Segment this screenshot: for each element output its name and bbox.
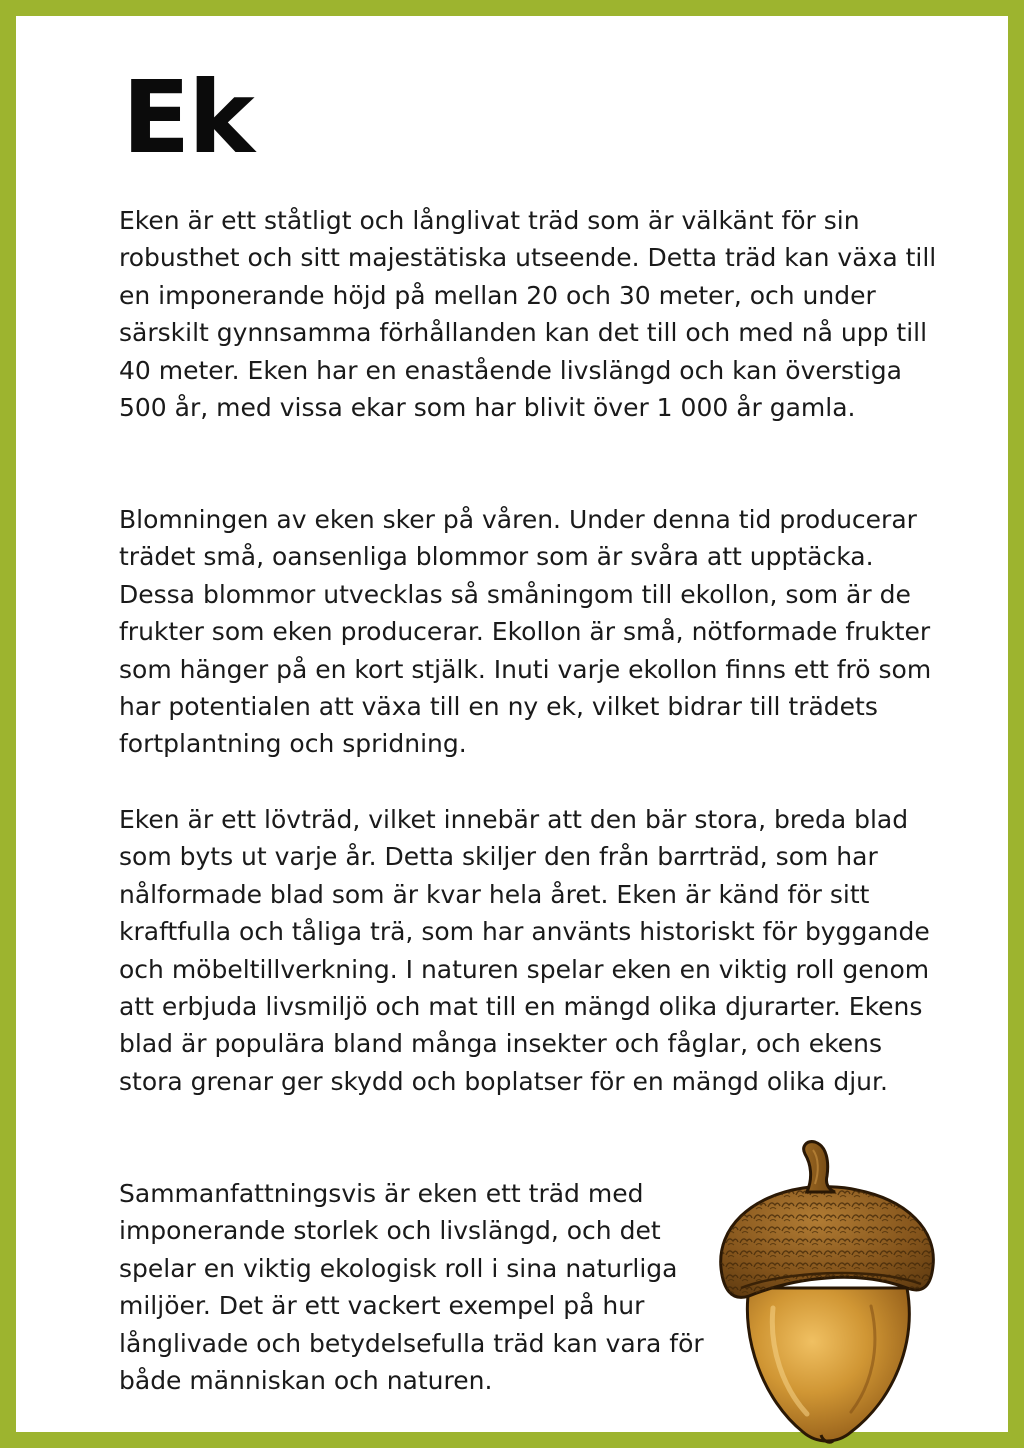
acorn-illustration bbox=[711, 1138, 943, 1450]
paragraph-intro: Eken är ett ståtligt och långlivat träd som är välkänt för sin robusthet och sitt majestätiska utseende. Detta träd kan växa till en imponerande höjd på mellan 20 och 30 meter, och under särskilt gynnsamma förhållanden kan det till och med nå upp till 40 meter. Eken har en enastående livslängd och kan överstiga 500 år, med vissa ekar som har blivit över 1 000 år gamla. bbox=[119, 206, 937, 423]
page-title: Ek bbox=[122, 59, 253, 176]
paragraph-summary: Sammanfattningsvis är eken ett träd med imponerande storlek och livslängd, och det spelar en viktig ekologisk roll i sina naturliga miljöer. Det är ett vackert exempel på hur långlivade och betydelsefulla träd kan vara för både människan och naturen. bbox=[119, 1179, 704, 1396]
paragraph-leaves: Eken är ett lövträd, vilket innebär att den bär stora, breda blad som byts ut varje år. Detta skiljer den från barrträd, som har nålformade blad som är kvar hela året. Eken är känd för sitt kraftfulla och tåliga trä, som har använts historiskt för byggande och möbeltillverkning. I naturen spelar eken en viktig roll genom att erbjuda livsmiljö och mat till en mängd olika djurarter. Ekens blad är populära bland många insekter och fåglar, och ekens stora grenar ger skydd och boplatser för en mängd olika djur. bbox=[119, 805, 930, 1096]
paragraph-flowering: Blomningen av eken sker på våren. Under denna tid producerar trädet små, oansenliga blommor som är svåra att upptäcka. Dessa blommor utvecklas så småningom till ekollon, som är de frukter som eken producerar. Ekollon är små, nötformade frukter som hänger på en kort stjälk. Inuti varje ekollon finns ett frö som har potentialen att växa till en ny ek, vilket bidrar till trädets fortplantning och spridning. bbox=[119, 505, 932, 759]
